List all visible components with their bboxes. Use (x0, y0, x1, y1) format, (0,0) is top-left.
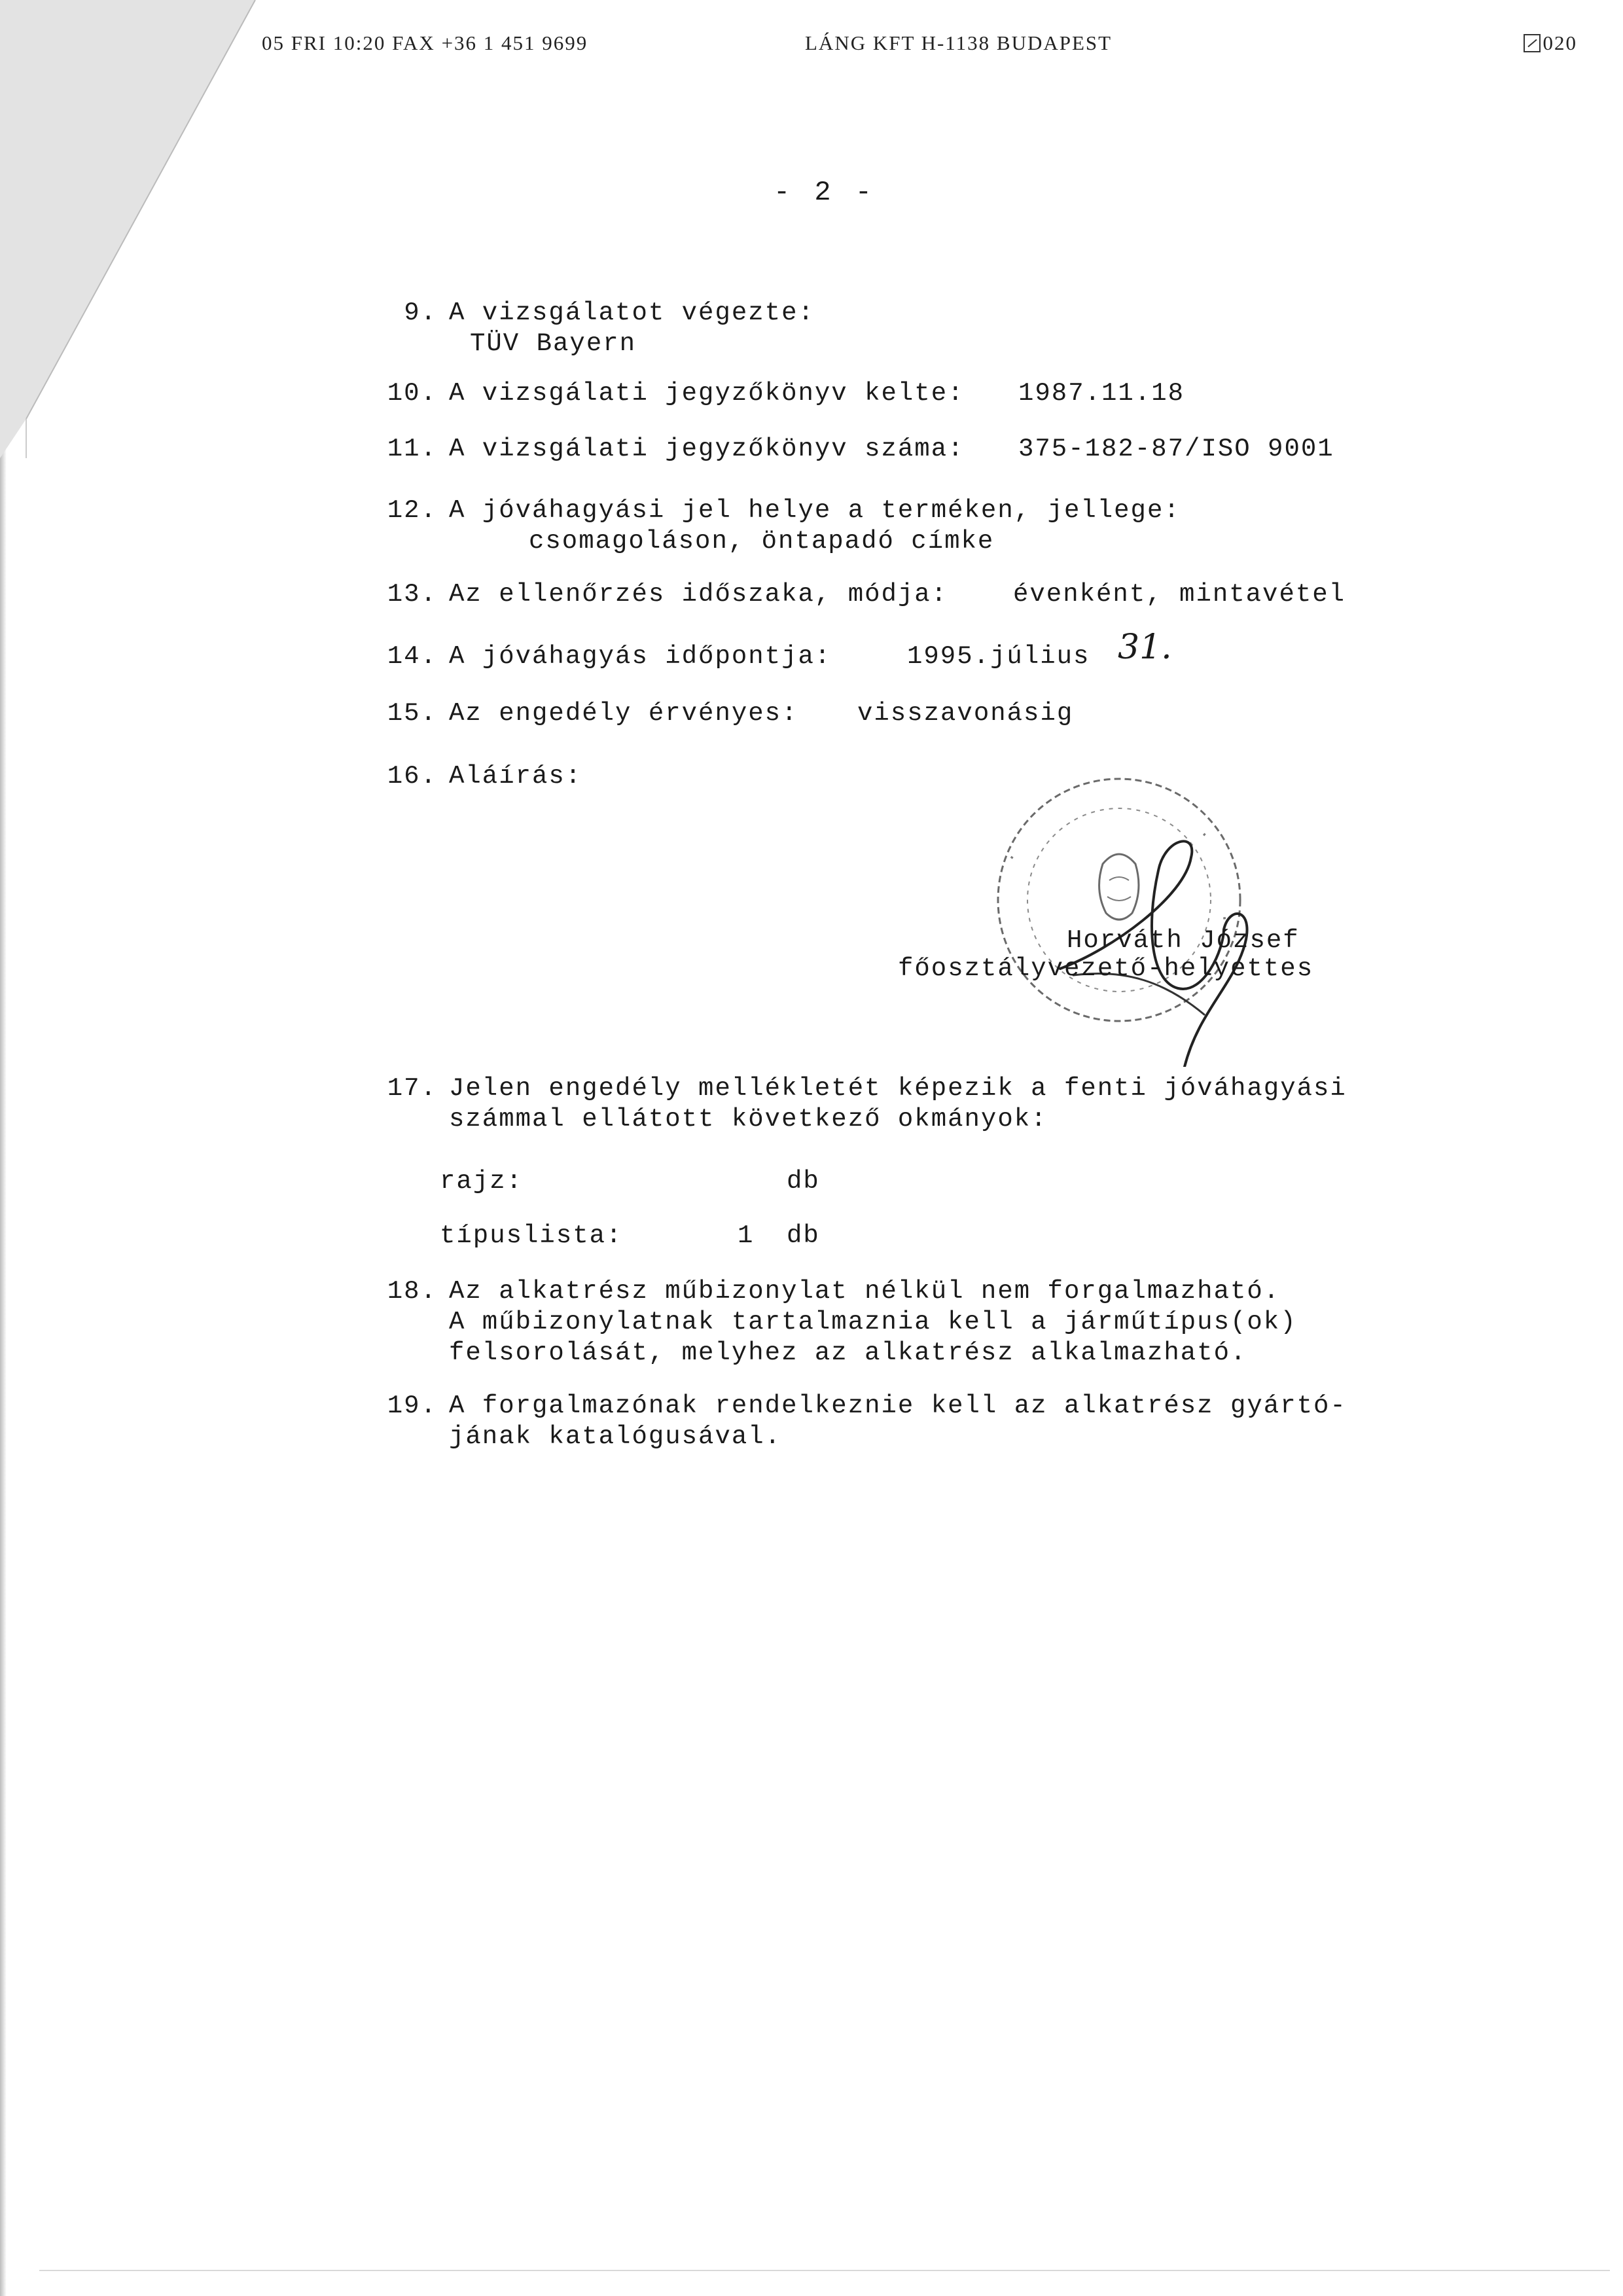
item-line: Jelen engedély mellékletét képezik a fenti jóváhagyási (449, 1074, 1347, 1103)
item-18 (359, 1276, 1589, 1369)
item-label: Az ellenőrzés időszaka, módja: (449, 580, 948, 609)
item-number: 12. (387, 496, 437, 525)
item-19 (359, 1391, 1589, 1452)
item-value: 375-182-87/ISO 9001 (1018, 435, 1334, 463)
item-value: 1995.július (907, 642, 1090, 671)
svg-text:·: · (1212, 913, 1236, 924)
item-number: 10. (387, 379, 437, 408)
item-value: visszavonásig (857, 699, 1074, 728)
item-number: 11. (387, 435, 437, 463)
attachment-label: rajz: (440, 1167, 524, 1196)
item-15 (359, 698, 1589, 729)
signatory-title: főosztályvezető-helyettes (898, 954, 1314, 983)
attachment-unit: db (787, 1167, 820, 1196)
item-line: felsorolását, melyhez az alkatrész alkalmazható. (449, 1338, 1247, 1367)
item-line: A műbizonylatnak tartalmaznia kell a járműtípus(ok) (449, 1308, 1297, 1336)
item-line: Az alkatrész műbizonylat nélkül nem forgalmazható. (449, 1277, 1281, 1306)
fax-header-sender: 05 FRI 10:20 FAX +36 1 451 9699 (262, 31, 588, 54)
item-14 (359, 628, 1589, 672)
item-9 (359, 298, 1589, 359)
item-line: jának katalógusával. (449, 1422, 782, 1451)
item-line: A forgalmazónak rendelkeznie kell az alkatrész gyártó- (449, 1391, 1347, 1420)
page-number: - 2 - (773, 177, 876, 208)
item-13 (359, 579, 1589, 610)
item-label: Az engedély érvényes: (449, 699, 798, 728)
item-label: A vizsgálati jegyzőkönyv száma: (449, 435, 965, 463)
item-10 (359, 378, 1589, 409)
item-label: A jóváhagyási jel helye a terméken, jellege: (449, 496, 1181, 525)
item-16 (359, 761, 1589, 792)
item-label: A vizsgálatot végezte: (449, 298, 815, 327)
scan-bottom-rule (39, 2270, 1610, 2271)
fax-header-page (1524, 31, 1578, 55)
item-number: 15. (387, 699, 437, 728)
attachment-label: típuslista: (440, 1221, 623, 1250)
item-17 (359, 1073, 1589, 1135)
fax-header (262, 31, 1577, 60)
item-value: 1987.11.18 (1018, 379, 1185, 408)
svg-text:·: · (1001, 848, 1024, 867)
item-value: évenként, mintavétel (1013, 580, 1346, 609)
scan-corner-shadow (0, 0, 262, 458)
item-number: 14. (387, 642, 437, 671)
item-number: 17. (387, 1074, 437, 1103)
item-12 (359, 495, 1589, 557)
signatory-name: Horváth József (1067, 926, 1300, 955)
item-number: 13. (387, 580, 437, 609)
item-number: 19. (387, 1391, 437, 1420)
fax-header-company: LÁNG KFT H-1138 BUDAPEST (805, 31, 1113, 54)
svg-text:·: · (1194, 824, 1214, 846)
item-label: A jóváhagyás időpontja: (449, 642, 832, 671)
item-value: TÜV Bayern (470, 329, 637, 358)
attachment-unit: db (787, 1221, 820, 1250)
item-11 (359, 434, 1589, 465)
attachment-count: 1 (738, 1221, 755, 1250)
fax-page-number: 020 (1543, 31, 1577, 54)
item-label: A vizsgálati jegyzőkönyv kelte: (449, 379, 965, 408)
handwritten-day: 31. (1118, 628, 1172, 667)
item-number: 16. (387, 762, 437, 791)
item-line: számmal ellátott következő okmányok: (449, 1105, 1048, 1134)
item-label: Aláírás: (449, 762, 582, 791)
item-number: 18. (387, 1277, 437, 1306)
fax-page-icon (1524, 34, 1541, 52)
item-value: csomagoláson, öntapadó címke (529, 527, 995, 556)
item-number: 9. (404, 298, 437, 327)
